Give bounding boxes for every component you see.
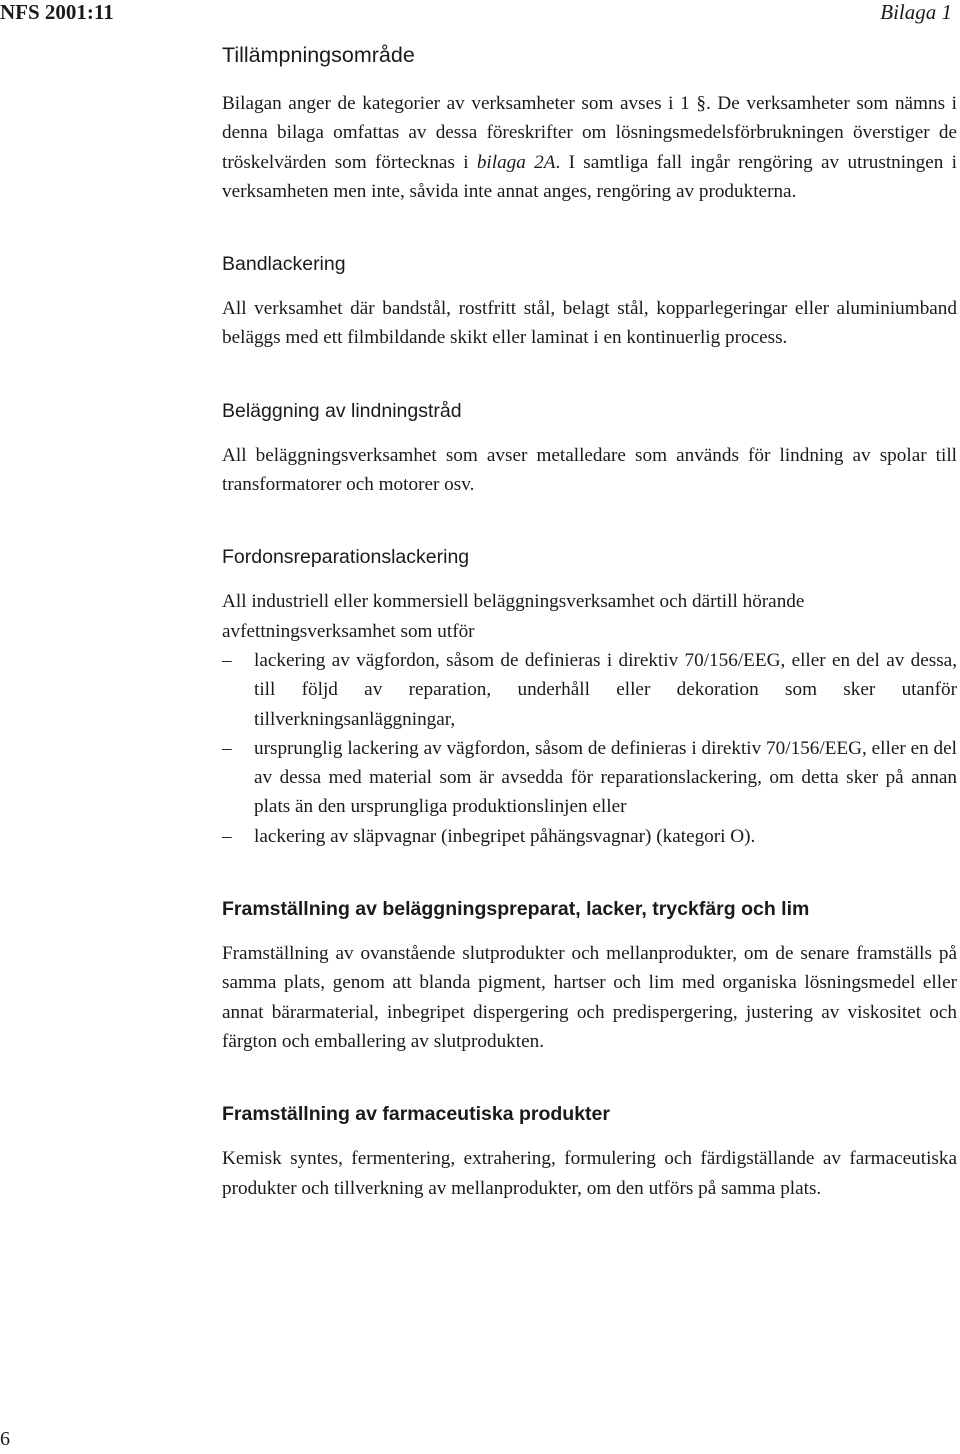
running-header <box>0 0 960 28</box>
section-title-tillampningsomrade: Tillämpningsområde <box>222 43 415 67</box>
section-preparat <box>222 895 957 1056</box>
dash-bullet: – <box>222 649 232 671</box>
lindningstrad-paragraph: All beläggningsverksamhet som avser metalledare som används för lindning av spolar till transformatorer och motorer osv. <box>222 444 957 496</box>
section-title-preparat: Framställning av beläggningspreparat, lacker, tryckfärg och lim <box>222 898 810 921</box>
list-item <box>222 646 957 734</box>
section-farmaceutiska <box>222 1100 957 1203</box>
section-lindningstrad <box>222 397 957 500</box>
intro-text-end: . I samtliga fall ingår rengöring av utrustningen i verksamheten men inte, såvida inte annat anges, rengöring av produkterna. <box>222 151 957 202</box>
list-item <box>222 822 957 851</box>
section-title-fordon: Fordonsreparationslackering <box>222 546 470 569</box>
intro-paragraph <box>222 89 957 206</box>
intro-text-start: Bilagan anger de kategorier av verksamheter som avses i 1 §. De verksamheter som nämns i denna bilaga omfattas av dessa föreskrifter om lösningsmedelsförbrukningen överstiger de tröskelvärden som förtecknas i <box>222 93 957 173</box>
section-title-farmaceutiska: Framställning av farmaceutiska produkter <box>222 1103 610 1126</box>
page-content <box>222 41 957 1203</box>
farmaceutiska-paragraph: Kemisk syntes, fermentering, extrahering, formulering och färdigställande av farmaceutiska produkter och tillverkning av mellanprodukter, om den utförs på samma plats. <box>222 1148 957 1199</box>
section-intro <box>222 41 957 206</box>
fordon-paragraph: All industriell eller kommersiell beläggningsverksamhet och därtill hörande avfettningsverksamhet som utför <box>222 591 805 642</box>
bandlackering-paragraph: All verksamhet där bandstål, rostfritt stål, belagt stål, kopparlegeringar eller aluminiumband beläggs med ett filmbildande skikt eller laminat i en kontinuerlig process. <box>222 298 957 349</box>
appendix-label: Bilaga 1 <box>880 0 952 24</box>
list-item-text: lackering av vägfordon, såsom de definieras i direktiv 70/156/EEG, eller en del av dessa, till följd av reparation, underhåll eller dekoration som sker utanför tillverkningsanläggningar, <box>254 649 957 730</box>
list-item-text: ursprunglig lackering av vägfordon, såsom de definieras i direktiv 70/156/EEG, eller en del av dessa med material som är avsedda för reparationslackering, om detta sker på annan plats än den ursprungliga produktionslinjen eller <box>254 737 957 818</box>
page-number: 6 <box>0 1428 10 1450</box>
section-title-lindningstrad: Beläggning av lindningstråd <box>222 399 462 422</box>
dash-bullet: – <box>222 737 232 759</box>
preparat-paragraph: Framställning av ovanstående slutprodukter och mellanprodukter, om de senare framställs på samma plats, genom att blanda pigment, hartser och lim med organiska lösningsmedel eller annat bärarmaterial, inbegripet dispergering och predispergering, justering av viskositet och färgton och emballering av slutprodukten. <box>222 943 957 1052</box>
fordon-list <box>222 646 957 851</box>
list-item <box>222 734 957 822</box>
section-bandlackering <box>222 250 957 353</box>
document-code: NFS 2001:11 <box>0 0 114 24</box>
dash-bullet: – <box>222 825 232 847</box>
list-item-text: lackering av släpvagnar (inbegripet påhängsvagnar) (kategori O). <box>254 825 756 847</box>
section-fordon <box>222 543 957 851</box>
section-title-bandlackering: Bandlackering <box>222 253 346 276</box>
intro-italic-reference: bilaga 2A <box>476 151 556 173</box>
